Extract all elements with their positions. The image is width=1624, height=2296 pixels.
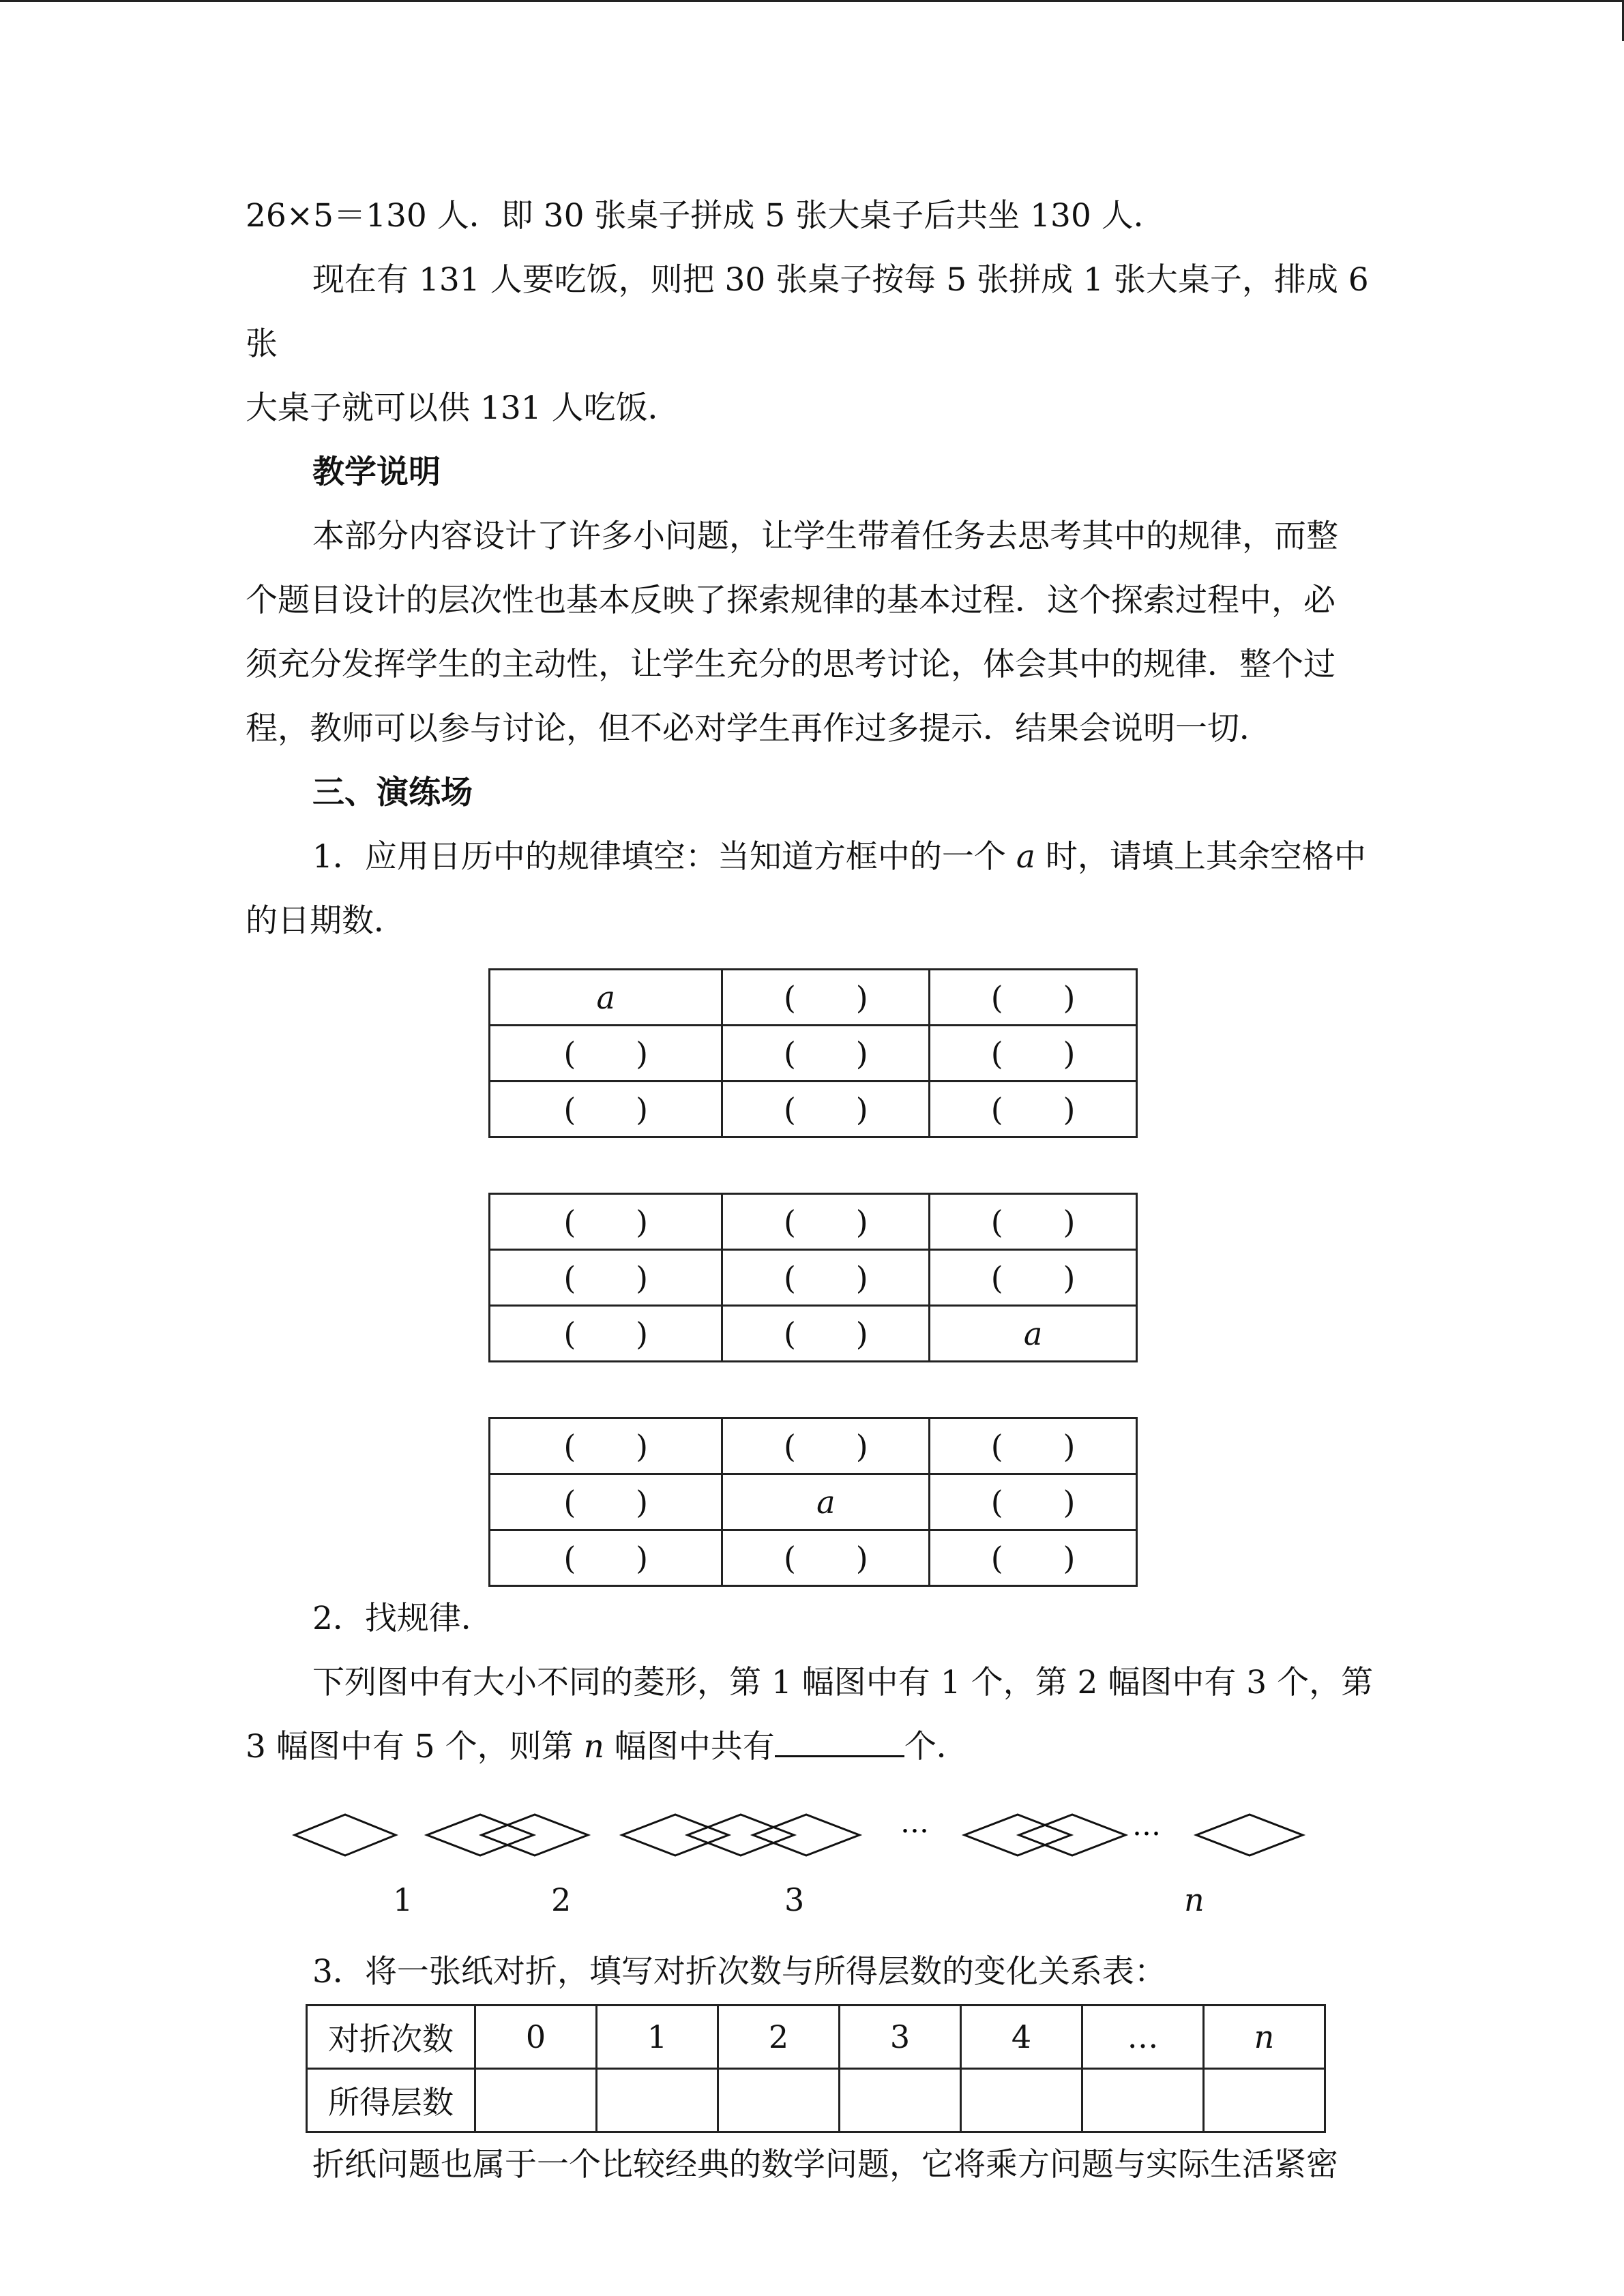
- paragraph-131-line2: 大桌子就可以供 131 人吃饭．: [246, 389, 680, 427]
- fold-header-layers: 所得层数: [307, 2069, 475, 2132]
- question1-var: a: [1016, 838, 1035, 876]
- calendar-row: [490, 1418, 1137, 1474]
- question2-line1: 下列图中有大小不同的菱形，第 1 幅图中有 1 个，第 2 幅图中有 3 个，第: [312, 1664, 1374, 1701]
- fold-layer-cell[interactable]: [475, 2069, 597, 2132]
- calendar-known-cell: a: [930, 1306, 1137, 1362]
- question2-var: n: [583, 1728, 604, 1765]
- fold-value-n: n: [1204, 2006, 1325, 2069]
- fold-layer-cell[interactable]: [1082, 2069, 1204, 2132]
- fold-row-layers: [307, 2069, 1325, 2132]
- ellipsis-1: …: [900, 1806, 929, 1839]
- calendar-blank-cell[interactable]: ( ): [722, 1082, 930, 1137]
- calendar-row: [490, 1306, 1137, 1362]
- fold-table: [306, 2004, 1326, 2133]
- calendar-row: [490, 1474, 1137, 1530]
- notes-line2: 个题目设计的层次性也基本反映了探索规律的基本过程．这个探索过程中，必: [246, 582, 1335, 619]
- calendar-blank-cell[interactable]: ( ): [722, 1418, 930, 1474]
- fold-layer-cell[interactable]: [597, 2069, 718, 2132]
- calendar-blank-cell[interactable]: ( ): [722, 1194, 930, 1250]
- calendar-row: [490, 1250, 1137, 1306]
- calendar-blank-cell[interactable]: ( ): [930, 1194, 1137, 1250]
- fold-value-1: 1: [597, 2006, 718, 2069]
- paragraph-result: 26×5＝130 人．即 30 张桌子拼成 5 张大桌子后共坐 130 人．: [246, 197, 1166, 235]
- figure-label-1: 1: [393, 1881, 413, 1918]
- calendar-blank-cell[interactable]: ( ): [930, 1082, 1137, 1137]
- figure-label-2: 2: [551, 1881, 572, 1918]
- notes-line4: 程，教师可以参与讨论，但不必对学生再作过多提示．结果会说明一切．: [246, 710, 1271, 747]
- calendar-blank-cell[interactable]: ( ): [930, 1530, 1137, 1586]
- page-top-border: [0, 0, 1624, 2]
- calendar-blank-cell[interactable]: ( ): [930, 1474, 1137, 1530]
- heading-teaching-notes: 教学说明: [312, 453, 441, 491]
- rhombus-figures: [246, 1779, 1378, 1940]
- calendar-blank-cell[interactable]: ( ): [490, 1194, 722, 1250]
- paragraph-131-line1: 现在有 131 人要吃饭，则把 30 张桌子按每 5 张拼成 1 张大桌子，排成 6 张: [246, 261, 1369, 363]
- calendar-blank-cell[interactable]: ( ): [722, 1306, 930, 1362]
- figure-label-n: n: [1184, 1881, 1205, 1918]
- calendar-row: [490, 970, 1137, 1026]
- calendar-blank-cell[interactable]: ( ): [930, 1250, 1137, 1306]
- calendar-blank-cell[interactable]: ( ): [490, 1306, 722, 1362]
- calendar-row: [490, 1026, 1137, 1082]
- calendar-blank-cell[interactable]: ( ): [490, 1530, 722, 1586]
- fold-layer-cell[interactable]: [1204, 2069, 1325, 2132]
- calendar-blank-cell[interactable]: ( ): [722, 970, 930, 1026]
- paragraph-fold-problem: 折纸问题也属于一个比较经典的数学问题，它将乘方问题与实际生活紧密: [312, 2146, 1338, 2183]
- calendar-blank-cell[interactable]: ( ): [722, 1250, 930, 1306]
- fold-row-count: [307, 2006, 1325, 2069]
- question2-text-pre: 3 幅图中有 5 个，则第: [246, 1728, 584, 1765]
- calendar-row: [490, 1082, 1137, 1137]
- notes-line1: 本部分内容设计了许多小问题，让学生带着任务去思考其中的规律，而整: [312, 518, 1338, 555]
- calendar-blank-cell[interactable]: ( ): [490, 1026, 722, 1082]
- calendar-blank-cell[interactable]: ( ): [930, 970, 1137, 1026]
- rhombus-svg: [246, 1779, 1378, 1881]
- fold-header-count: 对折次数: [307, 2006, 475, 2069]
- heading-practice: 三、演练场: [312, 774, 473, 811]
- fold-layer-cell[interactable]: [961, 2069, 1082, 2132]
- calendar-grid-3: [488, 1417, 1138, 1587]
- calendar-known-cell: a: [722, 1474, 930, 1530]
- fold-value-3: 3: [840, 2006, 961, 2069]
- ellipsis-2: …: [1132, 1808, 1161, 1842]
- figure3-rhombus-c: [753, 1815, 859, 1855]
- question1-text-pre: 1．应用日历中的规律填空：当知道方框中的一个: [312, 838, 1016, 876]
- calendar-row: [490, 1530, 1137, 1586]
- question2-line2: [246, 1715, 1378, 1779]
- figure3-rhombus-a: [622, 1815, 728, 1855]
- calendar-known-cell: a: [490, 970, 722, 1026]
- calendar-blank-cell[interactable]: ( ): [930, 1418, 1137, 1474]
- fold-value-4: 4: [961, 2006, 1082, 2069]
- calendar-blank-cell[interactable]: ( ): [490, 1474, 722, 1530]
- calendar-blank-cell[interactable]: ( ): [930, 1026, 1137, 1082]
- fold-layer-cell[interactable]: [718, 2069, 840, 2132]
- question3-title: 3．将一张纸对折，填写对折次数与所得层数的变化关系表：: [312, 1953, 1166, 1991]
- fold-value-2: 2: [718, 2006, 840, 2069]
- calendar-blank-cell[interactable]: ( ): [490, 1250, 722, 1306]
- question2-text-mid: 幅图中共有: [604, 1728, 775, 1765]
- figuren-rhombus-c: [1196, 1815, 1303, 1855]
- figure3-rhombus-b: [688, 1815, 794, 1855]
- fold-value-ellipsis: …: [1082, 2006, 1204, 2069]
- notes-line3: 须充分发挥学生的主动性，让学生充分的思考讨论，体会其中的规律．整个过: [246, 646, 1335, 683]
- calendar-grid-1: [488, 968, 1138, 1138]
- calendar-row: [490, 1194, 1137, 1250]
- question2-text-post: 个．: [904, 1728, 969, 1765]
- calendar-blank-cell[interactable]: ( ): [722, 1530, 930, 1586]
- calendar-grid-2: [488, 1193, 1138, 1362]
- calendar-blank-cell[interactable]: ( ): [490, 1418, 722, 1474]
- question1-line1: [246, 825, 1378, 889]
- calendar-blank-cell[interactable]: ( ): [490, 1082, 722, 1137]
- figure1-rhombus: [295, 1815, 396, 1855]
- answer-blank[interactable]: [775, 1720, 904, 1757]
- fold-value-0: 0: [475, 2006, 597, 2069]
- figure-label-3: 3: [784, 1881, 805, 1918]
- question2-title: 2．找规律．: [312, 1600, 493, 1637]
- calendar-blank-cell[interactable]: ( ): [722, 1026, 930, 1082]
- question1-line2: 的日期数．: [246, 902, 406, 940]
- document-page: [246, 184, 1378, 2197]
- fold-layer-cell[interactable]: [840, 2069, 961, 2132]
- question1-text-post: 时，请填上其余空格中: [1035, 838, 1366, 876]
